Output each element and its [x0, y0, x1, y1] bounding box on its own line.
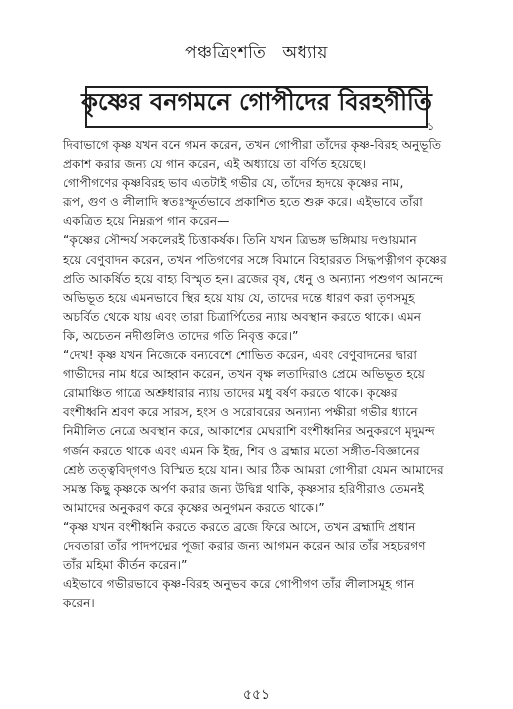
text-line: নিমীলিত নেত্রে অবস্থান করে, আকাশের মেঘরাশি বংশীধ্বনির অনুকরণে মৃদুমন্দ: [63, 424, 435, 439]
text-line: একত্রিত হয়ে নিম্নরূপ গান করেন—: [63, 214, 230, 229]
chapter-heading: [0, 40, 513, 68]
paragraph-closing: [51, 575, 469, 613]
chapter-label: অধ্যায়: [282, 43, 328, 63]
text-line: গর্জন করতে থাকে এবং এমন কি ইন্দ্র, শিব ও ব্রহ্মার মতো সঙ্গীত-বিজ্ঞানের: [63, 443, 420, 458]
page-number: ৫৫১: [242, 687, 271, 703]
text-line: প্রকাশ করার জন্য যে গান করেন, এই অধ্যায়ে তা বর্ণিত হয়েছে।: [63, 157, 367, 172]
chapter-title: কৃষ্ণের বনগমনে গোপীদের বিরহগীতি: [81, 88, 432, 116]
text-line: কি, অচেতন নদীগুলিও তাদের গতি নিবৃত্ত করে।”: [63, 328, 299, 343]
text-line: “দেখ! কৃষ্ণ যখন নিজেকে বন্যবেশে শোভিত করেন, এবং বেণুবাদনের দ্বারা: [63, 348, 417, 363]
chapter-number-word: পঞ্চত্রিংশতি: [185, 43, 267, 63]
quote-paragraph: [51, 231, 469, 346]
text-line: রূপ, গুণ ও লীলাদি স্বতঃস্ফূর্তভাবে প্রকাশিত হতে শুরু করে। এইভাবে তাঁরা: [63, 195, 423, 210]
text-line: রোমাঞ্চিত গাত্রে অশ্রুধারার ন্যায় তাদের মধু বর্ষণ করতে থাকে। কৃষ্ণের: [63, 386, 398, 401]
text-line: অচর্বিত থেকে যায় এবং তারা চিত্রার্পিতের ন্যায় অবস্থান করতে থাকে। এমন: [63, 309, 422, 324]
chapter-body: [51, 136, 469, 613]
text-line: সমস্ত কিছু কৃষ্ণকে অর্পণ করার জন্য উদ্বিগ্ন থাকি, কৃষ্ণসার হরিণীরাও তেমনই: [63, 481, 425, 496]
text-line: “কৃষ্ণ যখন বংশীধ্বনি করতে করতে ব্রজে ফিরে আসে, তখন ব্রহ্মাদি প্রধান: [63, 519, 416, 534]
text-line: বংশীধ্বনি শ্রবণ করে সারস, হংস ও সরোবরের অন্যান্য পক্ষীরা গভীর ধ্যানে: [63, 405, 418, 420]
text-line: “কৃষ্ণের সৌন্দর্য সকলেরই চিত্তাকর্ষক। তিনি যখন ত্রিভঙ্গ ভঙ্গিমায় দণ্ডায়মান: [63, 233, 417, 248]
text-line: করেন।: [63, 596, 95, 611]
text-line: এইভাবে গভীরভাবে কৃষ্ণ-বিরহ অনুভব করে গোপীগণ তাঁর লীলাসমূহ গান: [63, 577, 415, 592]
text-line: হয়ে বেণুবাদন করেন, তখন পতিগণের সঙ্গে বিমানে বিহাররত সিদ্ধপত্নীগণ কৃষ্ণের: [63, 252, 447, 267]
text-line: গাভীদের নাম ধরে আহ্বান করেন, তখন বৃক্ষ লতাদিরাও প্রেমে অভিভূত হয়ে: [63, 367, 425, 382]
footnote-mark: ১: [427, 120, 435, 133]
text-line: প্রতি আকর্ষিত হয়ে বাহ্য বিস্মৃত হন। ব্রজের বৃষ, ধেনু ও অন্যান্য পশুগণ আনন্দে: [63, 271, 444, 286]
paragraph-intro: [51, 136, 469, 174]
text-line: তাঁর মহিমা কীর্তন করেন।”: [63, 558, 188, 573]
text-line: শ্রেষ্ঠ তত্ত্ববিদ্‌গণও বিস্মিত হয়ে যান। আর ঠিক আমরা গোপীরা যেমন আমাদের: [63, 462, 444, 477]
paragraph: [51, 174, 469, 231]
text-line: অভিভূত হয়ে এমনভাবে স্থির হয়ে যায় যে, তাদের দন্তে ধারণ করা তৃণসমূহ: [63, 290, 415, 305]
text-line: আমাদের অনুকরণ করে কৃষ্ণের অনুগমন করতে থাকে।”: [63, 500, 325, 515]
text-line: দেবতারা তাঁর পাদপদ্মের পূজা করার জন্য আগমন করেন আর তাঁর সহচরগণ: [63, 538, 426, 553]
text-line: গোপীগণের কৃষ্ণবিরহ ভাব এতটাই গভীর যে, তাঁদের হৃদয়ে কৃষ্ণের নাম,: [63, 176, 404, 191]
quote-paragraph: [51, 346, 469, 518]
quote-paragraph: [51, 518, 469, 575]
text-line: দিবাভাগে কৃষ্ণ যখন বনে গমন করেন, তখন গোপীরা তাঁদের কৃষ্ণ-বিরহ অনুভূতি: [63, 138, 442, 152]
